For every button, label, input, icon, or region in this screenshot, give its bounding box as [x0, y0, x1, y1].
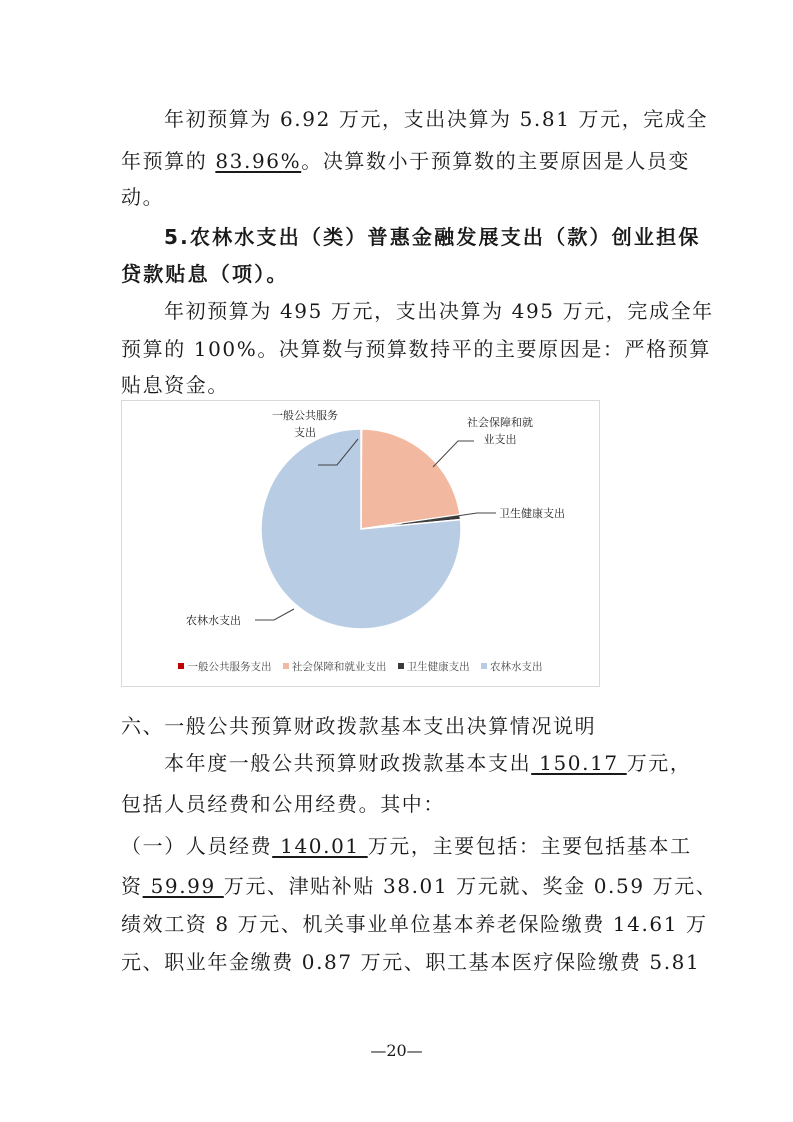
section6-text: 本年度一般公共预算财政拨款基本支出 — [164, 751, 532, 775]
legend-item-social — [283, 659, 387, 674]
legend-item-health — [398, 659, 470, 674]
section6-line2: 包括人员经费和公用经费。其中： — [121, 792, 445, 816]
para1-text: 年预算的 — [121, 149, 216, 173]
completion-rate: 83.96% — [215, 149, 302, 173]
basic-salary: 59.99 — [142, 874, 224, 898]
para1-text: 。决算数小于预算数的主要原因是人员变 — [301, 149, 691, 173]
legend-item-general — [178, 659, 271, 674]
legend-swatch — [398, 663, 404, 669]
legend-swatch — [178, 663, 184, 669]
basic-expense-total: 150.17 — [531, 751, 627, 775]
section6-line1 — [164, 749, 692, 777]
section6-text: 资 — [121, 874, 143, 898]
leader-line-agri — [255, 609, 294, 620]
label-general-1: 一般公共服务 — [272, 409, 338, 422]
label-social-2: 业支出 — [483, 433, 517, 446]
section6-line3 — [121, 832, 692, 860]
personnel-expense: 140.01 — [272, 834, 368, 858]
label-social-1: 社会保障和就 — [467, 416, 533, 429]
legend-item-agri — [481, 659, 543, 674]
para2-line2: 预算的 100%。决算数与预算数持平的主要原因是：严格预算 — [121, 337, 711, 361]
section6-text: 万元、津贴补贴 38.01 万元就、奖金 0.59 万元、 — [223, 874, 718, 898]
section6-title: 六、一般公共预算财政拨款基本支出决算情况说明 — [121, 714, 597, 738]
chart-legend — [122, 659, 599, 674]
legend-label: 一般公共服务支出 — [187, 661, 272, 673]
label-general-2: 支出 — [294, 426, 316, 439]
pie-slice-social — [361, 429, 460, 529]
section-heading: 5.农林水支出（类）普惠金融发展支出（款）创业担保 — [164, 225, 701, 249]
page-number: —20— — [370, 1041, 423, 1060]
legend-swatch — [481, 663, 487, 669]
section6-text: 万元，主要包括：主要包括基本工 — [367, 834, 692, 858]
para1-line3: 动。 — [121, 185, 165, 209]
pie-chart — [121, 400, 600, 687]
legend-swatch — [283, 663, 289, 669]
label-health: 卫生健康支出 — [499, 507, 565, 520]
leader-line-social — [433, 441, 474, 467]
para2-line3: 贴息资金。 — [121, 373, 229, 397]
para2-line1: 年初预算为 495 万元，支出决算为 495 万元，完成全年 — [164, 299, 714, 323]
legend-label: 卫生健康支出 — [406, 661, 470, 673]
section-heading-cont: 贷款贴息（项）。 — [121, 262, 289, 286]
section6-text: 万元， — [626, 751, 692, 775]
section6-text: （一）人员经费 — [121, 834, 273, 858]
legend-label: 社会保障和就业支出 — [291, 661, 387, 673]
para1-line2 — [121, 147, 690, 175]
section6-line4 — [121, 872, 717, 900]
section6-line5: 绩效工资 8 万元、机关事业单位基本养老保险缴费 14.61 万 — [121, 912, 708, 936]
para1-line1: 年初预算为 6.92 万元，支出决算为 5.81 万元，完成全 — [164, 107, 709, 131]
pie-chart-svg — [122, 401, 601, 688]
legend-label: 农林水支出 — [490, 661, 543, 673]
section6-line6: 元、职业年金缴费 0.87 万元、职工基本医疗保险缴费 5.81 — [121, 950, 701, 974]
label-agri: 农林水支出 — [186, 614, 241, 627]
